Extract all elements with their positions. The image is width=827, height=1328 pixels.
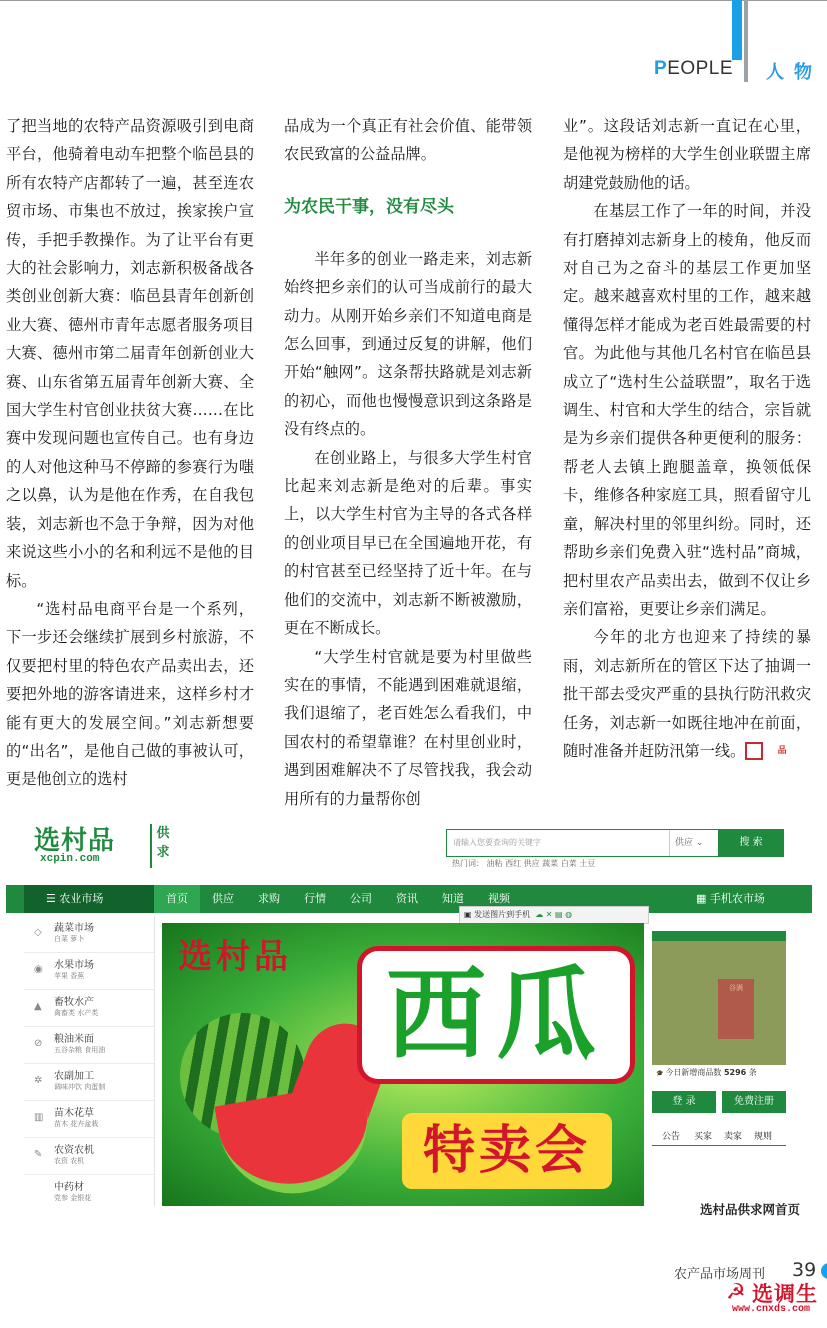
tag-icon: ◇: [34, 927, 42, 938]
search-button[interactable]: 搜 索: [718, 829, 784, 857]
livestock-icon: ▲: [34, 1001, 42, 1012]
category-item[interactable]: [24, 1138, 154, 1175]
search-input[interactable]: 请输入您要查询的关键字: [453, 838, 541, 847]
article-column-3: [563, 112, 811, 765]
category-name: 农副加工: [54, 1071, 94, 1082]
search-box: [446, 829, 744, 857]
toolbar-icons: ☁ ✕ ▤ ◍: [532, 910, 573, 919]
page-number: 39: [792, 1259, 817, 1281]
category-name: 水果市场: [54, 960, 94, 971]
nav-item-video[interactable]: 视频: [488, 892, 510, 905]
category-name: 农资农机: [54, 1145, 94, 1156]
grain-icon: ⊘: [34, 1038, 43, 1049]
section-title-zh: 人物: [766, 62, 822, 83]
toolbar-label: 发送图片到手机: [474, 910, 531, 919]
magazine-name: 农产品市场周刊: [674, 1267, 766, 1282]
nav-item-purchase[interactable]: 求购: [258, 892, 280, 905]
count-value: 5296: [723, 1068, 747, 1077]
paragraph: 业”。这段话刘志新一直记在心里，是他视为榜样的大学生创业联盟主席胡建党鼓励他的话。: [563, 117, 811, 192]
nav-item-news[interactable]: 资讯: [396, 892, 418, 905]
user-panel: [652, 923, 786, 1206]
category-sidebar: [24, 916, 155, 1206]
paragraph: 在基层工作了一年的时间，并没有打磨掉刘志新身上的棱角，他反而对自己为之奋斗的基层工作更加坚定。越来越喜欢村里的工作，越来越懂得怎样才能成为老百姓最需要的村官。为此他与其他几名村官在临邑县成立了“选村生公益联盟”，取名于选调生、村官和大学生的结合，宗旨就是为乡亲们提供各种更便利的服务：帮老人去镇上跑腿盖章，换领低保卡，维修各种家庭工具，照看留守儿童，解决村里的邻里纠纷。同时，还帮助乡亲们免费入驻“选村品”商城，把村里农产品卖出去，做到不仅让乡亲们富裕，更要让乡亲们满足。: [563, 202, 811, 618]
fruit-icon: ◉: [34, 964, 43, 975]
paragraph: 品成为一个真正有社会价值、能带领农民致富的公益品牌。: [284, 117, 532, 164]
paragraph: [563, 623, 811, 765]
watermark-text: 选调生: [752, 1282, 818, 1306]
card-sign: 谷满: [718, 979, 754, 1039]
category-sub: 苗木 花卉盆栽: [54, 1120, 99, 1128]
banner-subtitle: 特卖会: [402, 1113, 612, 1189]
article-subheading: 为农民干事，没有尽头: [284, 196, 454, 217]
search-type-select[interactable]: [669, 830, 721, 856]
category-menu-label: 农业市场: [59, 892, 104, 905]
category-item[interactable]: [24, 1101, 154, 1138]
qr-code-icon: ▦: [696, 892, 710, 905]
paragraph: 了把当地的农特产品资源吸引到电商平台，他骑着电动车把整个临邑县的所有农特产店都转了一遍，甚至连农贸市场、市集也不放过，挨家挨户宣传，手把手教操作。为了让平台有更大的社会影响力，刘志新积极备战各类创业创新大赛：临邑县青年创新创业大赛、德州市青年志愿者服务项目大赛、德州市第二届青年创新创业大赛、山东省第五届青年创新大赛、全国大学生村官创业扶贫大赛……在比赛中发现问题也宣传自己。也有身边的人对他这种马不停蹄的参赛行为嗤之以鼻，认为是他在作秀，在自我包装，刘志新也不急于争辩，因为对他来说这些小小的名和利远不是他的目标。: [6, 117, 254, 590]
machine-icon: ✎: [34, 1149, 43, 1160]
top-rule: [0, 0, 827, 1]
figure-caption: 选村品供求网首页: [700, 1202, 801, 1217]
tab-notice[interactable]: 公告: [662, 1132, 681, 1142]
site-logo[interactable]: [34, 820, 170, 865]
article-column-1: [6, 112, 254, 794]
logo-url: xcpin.com: [40, 853, 100, 865]
banner-brand: 选村品: [178, 937, 292, 977]
section-title-en: PEOPLE: [654, 58, 734, 79]
hat-icon: 🎓: [656, 1070, 666, 1077]
category-name: 蔬菜市场: [54, 923, 94, 934]
category-name: 中药材: [54, 1182, 84, 1193]
category-sub: 调味冲饮 肉蛋制: [54, 1083, 106, 1091]
nav-item-know[interactable]: 知道: [442, 892, 464, 905]
category-sub: 苹果 香蕉: [54, 972, 85, 980]
promo-card-image[interactable]: [652, 931, 786, 1065]
section-tab-accent: [732, 0, 742, 60]
category-name: 粮油米面: [54, 1034, 94, 1045]
tab-rules[interactable]: 规则: [754, 1132, 773, 1142]
paragraph: 半年多的创业一路走来，刘志新始终把乡亲们的认可当成前行的最大动力。从刚开始乡亲们不知道电商是怎么回事，到通过反复的讲解，他们开始“触网”。这条帮扶路就是刘志新的初心，而他也慢慢意识到这条路是没有终点的。: [284, 249, 532, 439]
category-sub: 党参 金银花: [54, 1194, 92, 1202]
category-item[interactable]: [24, 1064, 154, 1101]
mobile-market-label: 手机农市场: [709, 892, 765, 905]
category-item[interactable]: [24, 990, 154, 1027]
paragraph: 在创业路上，与很多大学生村官比起来刘志新是绝对的后辈。事实上，以大学生村官为主导的各式各样的创业项目早已在全国遍地开花，有的村官甚至已经坚持了近十年。在与他们的交流中，刘志新不断被激励，更在不断成长。: [284, 448, 532, 638]
panel-tabs: [652, 1125, 786, 1146]
seedling-icon: ▥: [34, 1112, 44, 1123]
logo-text: 选村品: [34, 826, 116, 856]
category-name: 苗木花草: [54, 1108, 94, 1119]
mobile-market-link[interactable]: [696, 885, 765, 913]
processing-icon: ✲: [34, 1075, 43, 1086]
nav-item-market[interactable]: 行情: [304, 892, 326, 905]
logo-tag-char: 求: [156, 845, 170, 860]
category-sub: 白菜 萝卜: [54, 935, 85, 943]
promo-banner[interactable]: [162, 923, 644, 1206]
paragraph: “大学生村官就是要为村里做些实在的事情，不能遇到困难就退缩，我们退缩了，老百姓怎么看我们，中国农村的希望靠谁？在村里创业时，遇到困难解决不了尽管找我，我会动用所有的力量帮你创: [284, 647, 532, 808]
website-screenshot: [6, 812, 812, 1208]
main-nav: [6, 885, 812, 913]
chevron-down-icon: ⌄: [695, 838, 704, 848]
category-item[interactable]: [24, 953, 154, 990]
tab-seller[interactable]: 卖家: [724, 1132, 743, 1142]
phone-icon: ▣: [464, 910, 475, 919]
search-type-value: 供应: [675, 838, 694, 848]
count-unit: 条: [748, 1068, 757, 1077]
login-button[interactable]: 登 录: [652, 1091, 716, 1113]
logo-tag: [150, 824, 174, 868]
category-menu[interactable]: [24, 885, 154, 913]
category-sub: 农资 农机: [54, 1157, 85, 1165]
category-item[interactable]: [24, 1175, 154, 1208]
watermark-url: www.cnxds.com: [732, 1304, 811, 1315]
category-sub: 五谷杂粮 食用油: [54, 1046, 106, 1054]
nav-item-company[interactable]: 公司: [350, 892, 372, 905]
party-emblem-icon: ☭: [726, 1280, 746, 1305]
category-name: 畜牧水产: [54, 997, 94, 1008]
new-items-count: [652, 1065, 790, 1081]
nav-item-supply[interactable]: 供应: [212, 892, 234, 905]
paragraph-text: 今年的北方也迎来了持续的暴雨，刘志新所在的管区下达了抽调一批干部去受灾严重的县执行防汛救灾任务，刘志新一如既往地冲在前面，随时准备并赶防汛第一线。: [563, 628, 811, 760]
watermark: [726, 1276, 824, 1326]
menu-icon: ☰: [46, 892, 60, 905]
hot-words[interactable]: 热门词： 油粘 西红 供应 蔬菜 白菜 土豆: [452, 859, 596, 868]
count-label: 今日新增商品数: [665, 1068, 722, 1077]
register-button[interactable]: 免费注册: [722, 1091, 786, 1113]
category-sub: 禽畜类 水产类: [54, 1009, 99, 1017]
paragraph: “选村品电商平台是一个系列，下一步还会继续扩展到乡村旅游，不仅要把村里的特色农产品卖出去，还要把外地的游客请进来，这样乡村才能有更大的发展空间。”刘志新想要的“出名”，是他自己做的事被认可，更是他创立的选村: [6, 599, 254, 789]
nav-item-home[interactable]: 首页: [154, 885, 200, 913]
tab-buyer[interactable]: 买家: [694, 1132, 713, 1142]
browser-toolbar[interactable]: [459, 906, 649, 924]
category-item[interactable]: [24, 1027, 154, 1064]
logo-tag-char: 供: [156, 826, 170, 841]
category-item[interactable]: [24, 916, 154, 953]
section-tab-accent-grey: [744, 0, 748, 82]
banner-title: 西瓜: [362, 951, 630, 1079]
article-column-2: [284, 112, 532, 813]
end-mark-icon: 品: [745, 742, 763, 760]
